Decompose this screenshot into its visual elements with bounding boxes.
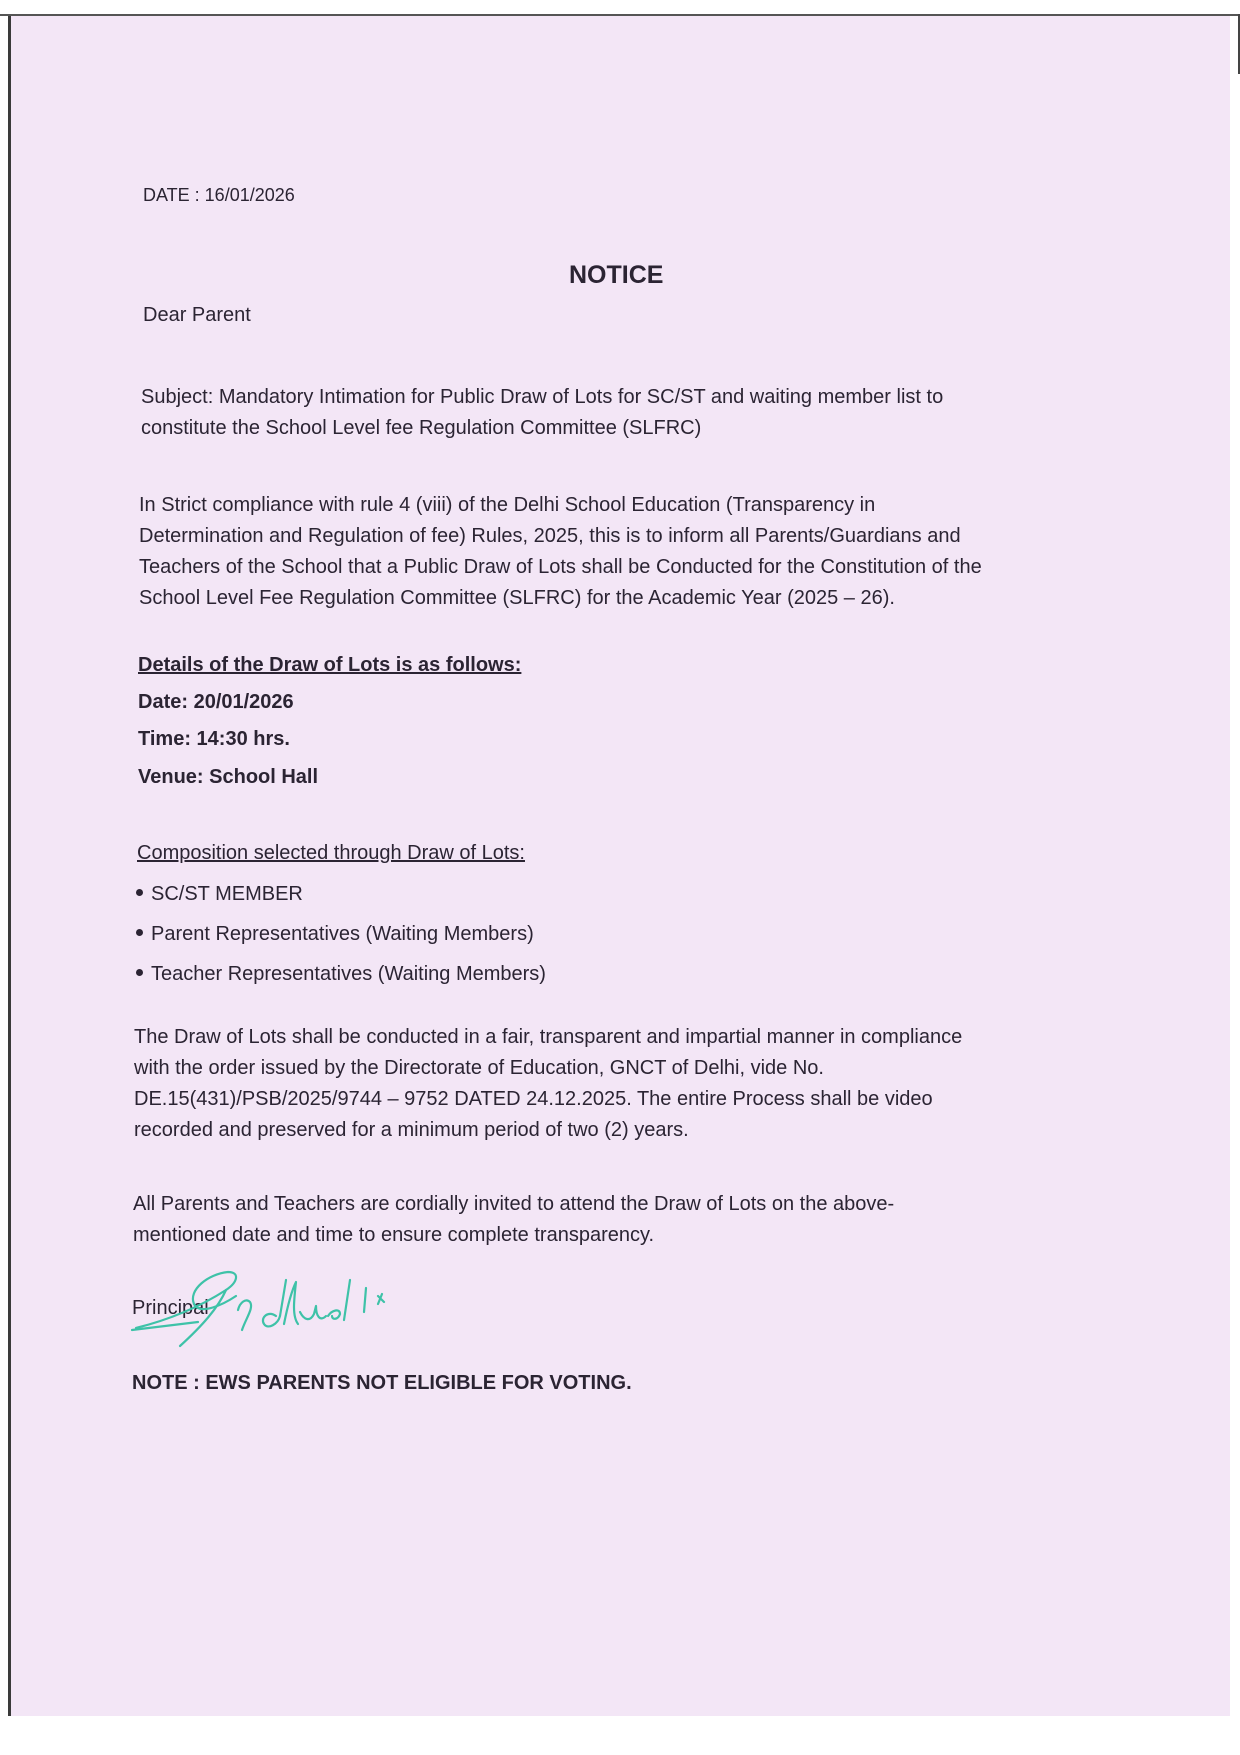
subject-line: Subject: Mandatory Intimation for Public Draw of Lots for SC/ST and waiting member list to bbox=[141, 386, 944, 408]
intro-line: School Level Fee Regulation Committee (SLFRC) for the Academic Year (2025 – 26). bbox=[139, 587, 895, 609]
composition-heading: Composition selected through Draw of Lots: bbox=[137, 842, 525, 864]
process-line: recorded and preserved for a minimum period of two (2) years. bbox=[134, 1119, 689, 1141]
process-line: DE.15(431)/PSB/2025/9744 – 9752 DATED 24.12.2025. The entire Process shall be video bbox=[134, 1088, 933, 1110]
invite-line: All Parents and Teachers are cordially invited to attend the Draw of Lots on the above- bbox=[133, 1193, 895, 1215]
bullet-icon bbox=[136, 929, 143, 936]
invite-paragraph bbox=[133, 1189, 894, 1251]
composition-item: Parent Representatives (Waiting Members) bbox=[136, 919, 534, 949]
detail-date: Date: 20/01/2026 bbox=[138, 691, 294, 713]
process-paragraph bbox=[134, 1022, 962, 1146]
signatory-label: Principal bbox=[132, 1297, 209, 1319]
intro-paragraph bbox=[139, 490, 982, 614]
detail-time: Time: 14:30 hrs. bbox=[138, 728, 290, 750]
signature-icon bbox=[128, 1260, 488, 1350]
subject-line: constitute the School Level fee Regulation Committee (SLFRC) bbox=[141, 417, 702, 439]
eligibility-note: NOTE : EWS PARENTS NOT ELIGIBLE FOR VOTING. bbox=[132, 1372, 632, 1394]
bullet-icon bbox=[136, 969, 143, 976]
subject-paragraph bbox=[141, 382, 943, 444]
intro-line: Determination and Regulation of fee) Rules, 2025, this is to inform all Parents/Guardians and bbox=[139, 525, 961, 547]
detail-venue: Venue: School Hall bbox=[138, 766, 319, 788]
notice-title: NOTICE bbox=[569, 261, 664, 289]
intro-line: In Strict compliance with rule 4 (viii) of the Delhi School Education (Transparency in bbox=[139, 494, 876, 516]
invite-line: mentioned date and time to ensure complete transparency. bbox=[133, 1224, 655, 1246]
composition-item: SC/ST MEMBER bbox=[136, 879, 303, 909]
process-line: The Draw of Lots shall be conducted in a fair, transparent and impartial manner in compliance bbox=[134, 1026, 963, 1048]
date-line: DATE : 16/01/2026 bbox=[143, 185, 295, 205]
salutation: Dear Parent bbox=[143, 304, 251, 326]
bullet-icon bbox=[136, 889, 143, 896]
details-heading: Details of the Draw of Lots is as follows: bbox=[138, 654, 522, 676]
composition-item: Teacher Representatives (Waiting Members) bbox=[136, 959, 546, 989]
intro-line: Teachers of the School that a Public Draw of Lots shall be Conducted for the Constitution of the bbox=[139, 556, 982, 578]
process-line: with the order issued by the Directorate of Education, GNCT of Delhi, vide No. bbox=[134, 1057, 824, 1079]
